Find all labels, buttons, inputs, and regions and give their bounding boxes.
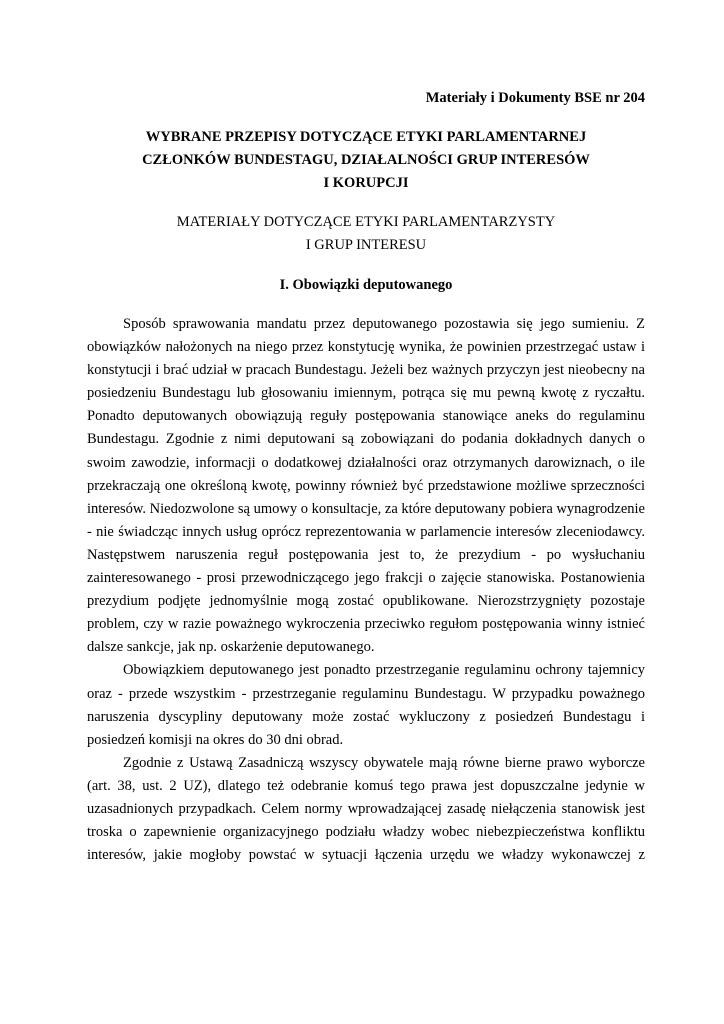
section-heading: I. Obowiązki deputowanego	[279, 277, 453, 293]
paragraph: Zgodnie z Ustawą Zasadniczą wszyscy obywatele mają równe bierne prawo wyborcze (art. 38, ust. 2 UZ), dlatego też odebranie komuś tego prawa jest dopuszczalne jedynie w uzasadnionych przypadkach. Celem normy wprowadzającej zasadę niełączenia stanowisk jest troska o zapewnienie organizacyjnego podziału władzy wobec niebezpieczeństwa konfliktu interesów, jakie mogłoby powstać w sytuacji łączenia urzędu we władzy wykonawczej z	[87, 754, 645, 864]
series-header: Materiały i Dokumenty BSE nr 204	[425, 90, 645, 106]
document-title	[87, 126, 645, 195]
title-line: CZŁONKÓW BUNDESTAGU, DZIAŁALNOŚCI GRUP INTERESÓW	[142, 152, 590, 168]
subtitle-line: MATERIAŁY DOTYCZĄCE ETYKI PARLAMENTARZYSTY	[176, 214, 556, 230]
subtitle-line: I GRUP INTERESU	[305, 237, 427, 253]
document-subtitle	[87, 211, 645, 257]
title-line: I KORUPCJI	[323, 175, 409, 191]
title-line: WYBRANE PRZEPISY DOTYCZĄCE ETYKI PARLAMENTARNEJ	[145, 129, 587, 145]
document-page	[87, 88, 645, 867]
paragraph: Obowiązkiem deputowanego jest ponadto przestrzeganie regulaminu ochrony tajemnicy oraz - przede wszystkim - przestrzeganie regulaminu Bundestagu. W przypadku poważnego naruszenia dyscypliny deputowany może zostać wykluczony z posiedzeń Bundestagu i posiedzeń komisji na okres do 30 dni obrad.	[87, 662, 645, 748]
paragraph: Sposób sprawowania mandatu przez deputowanego pozostawia się jego sumieniu. Z obowiązków nałożonych na niego przez konstytucję wynika, że powinien przestrzegać ustaw i konstytucji i brać udział w pracach Bundestagu. Jeżeli bez ważnych przyczyn jest nieobecny na posiedzeniu Bundestagu lub głosowaniu imiennym, potrąca się mu pewną kwotę z ryczałtu. Ponadto deputowanych obowiązują reguły postępowania stanowiące aneks do regulaminu Bundestagu. Zgodnie z nimi deputowani są zobowiązani do podania dokładnych danych o swoim zawodzie, informacji o dodatkowej działalności oraz otrzymanych darowiznach, o ile przekraczają one określoną kwotę, powinny również być przedstawione możliwe sprzeczności interesów. Niedozwolone są umowy o konsultacje, za które deputowany pobiera wynagrodzenie - nie świadcząc innych usług oprócz reprezentowania w parlamencie interesów zleceniodawcy. Następstwem naruszenia reguł postępowania jest to, że prezydium - po wysłuchaniu zainteresowanego - prosi przewodniczącego jego frakcji o zajęcie stanowiska. Postanowienia prezydium podjęte jednomyślnie mogą zostać opublikowane. Nierozstrzygnięty pozostaje problem, czy w razie poważnego wykroczenia przeciwko regułom postępowania winny istnieć dalsze sankcje, jak np. oskarżenie deputowanego.	[87, 316, 645, 656]
